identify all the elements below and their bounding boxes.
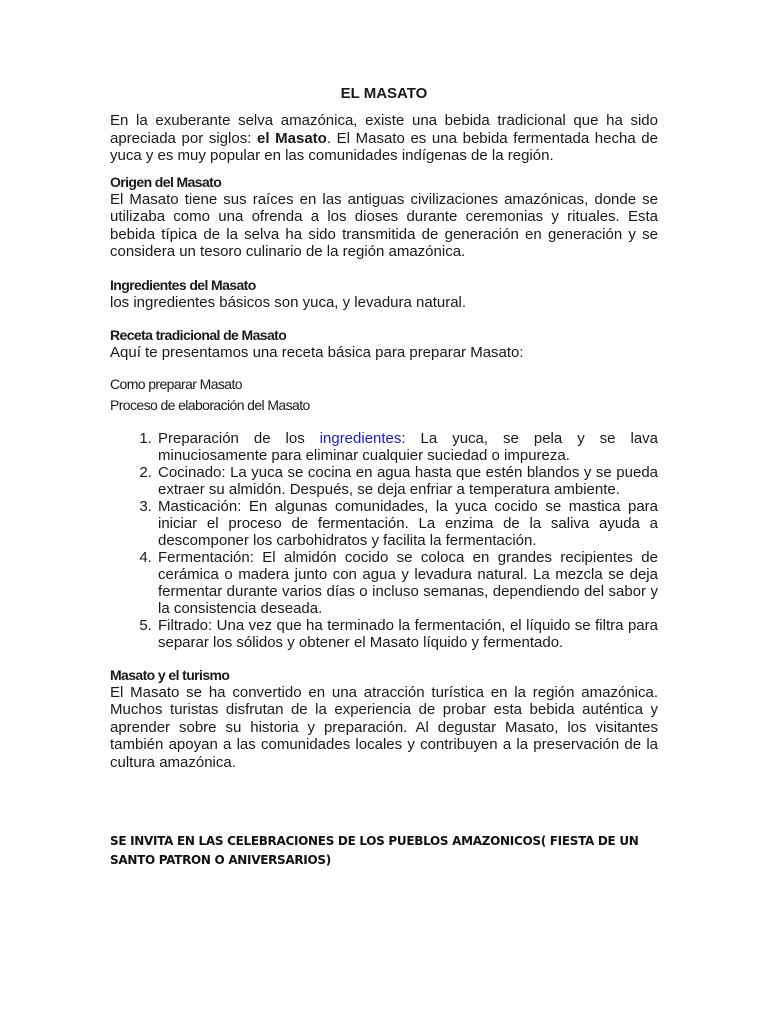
recipe-subheading-process: Proceso de elaboración del Masato: [110, 396, 310, 413]
origin-heading: Origen del Masato: [110, 173, 222, 190]
step-text: Fermentación: El almidón cocido se coloca en grandes recipientes de cerámica o madera junto con agua y levadura natural. La mezcla se deja fermentar durante varios días o incluso semanas, dependiendo del sabor y la consistencia deseada.: [158, 548, 658, 617]
tourism-paragraph: El Masato se ha convertido en una atracción turística en la región amazónica. Muchos turistas disfrutan de la experiencia de probar esta bebida auténtica y aprender sobre su historia y preparación. Al degustar Masato, los visitantes también apoyan a las comunidades locales y contribuyen a la preservación de la cultura amazónica.: [110, 683, 658, 771]
invitation-footer: SE INVITA EN LAS CELEBRACIONES DE LOS PUEBLOS AMAZONICOS( FIESTA DE UN SANTO PATRON O ANIVERSARIOS): [110, 834, 639, 867]
list-item: [156, 617, 658, 651]
tourism-heading: Masato y el turismo: [110, 666, 230, 683]
document-body: [110, 84, 658, 771]
list-item: [156, 464, 658, 498]
intro-text-start: En la exuberante selva amazónica, existe una bebida tradicional que ha sido apreciada por siglos:: [110, 112, 658, 147]
recipe-intro: Aquí te presentamos una receta básica para preparar Masato:: [110, 344, 524, 361]
recipe-heading: Receta tradicional de Masato: [110, 327, 287, 343]
step-text: Cocinado: La yuca se cocina en agua hasta que estén blandos y se pueda extraer su almidón. Después, se deja enfriar a temperatura ambiente.: [158, 463, 658, 498]
ingredients-heading: Ingredientes del Masato: [110, 276, 256, 293]
ingredients-link[interactable]: ingredientes: [319, 429, 402, 447]
step-prefix: Preparación de los: [158, 429, 320, 447]
ingredients-paragraph: los ingredientes básicos son yuca, y levadura natural.: [110, 293, 467, 311]
list-item: [156, 430, 658, 464]
step-text: : La yuca, se pela y se lava minuciosamente para eliminar cualquier suciedad o impureza.: [158, 429, 658, 464]
list-item: [156, 498, 658, 549]
list-item: [156, 549, 658, 617]
recipe-steps-list: [110, 430, 658, 651]
step-text: Masticación: En algunas comunidades, la yuca cocido se mastica para iniciar el proceso de fermentación. La enzima de la saliva ayuda a descomponer los carbohidratos y facilita la fermentación.: [158, 497, 658, 549]
intro-text-end: . El Masato es una bebida fermentada hecha de yuca y es muy popular en las comunidades indígenas de la región.: [110, 129, 658, 164]
origin-paragraph: El Masato tiene sus raíces en las antiguas civilizaciones amazónicas, donde se utilizaba como una ofrenda a los dioses durante ceremonias y rituales. Esta bebida típica de la selva ha sido transmitida de generación en generación y se considera un tesoro culinario de la región amazónica.: [110, 190, 658, 260]
document-title: EL MASATO: [340, 85, 428, 102]
intro-paragraph: [110, 112, 658, 165]
step-text: Filtrado: Una vez que ha terminado la fermentación, el líquido se filtra para separar los sólidos y obtener el Masato líquido y fermentado.: [158, 616, 658, 651]
recipe-subheading-how: Como preparar Masato: [110, 375, 242, 392]
intro-bold-term: el Masato: [257, 129, 327, 147]
